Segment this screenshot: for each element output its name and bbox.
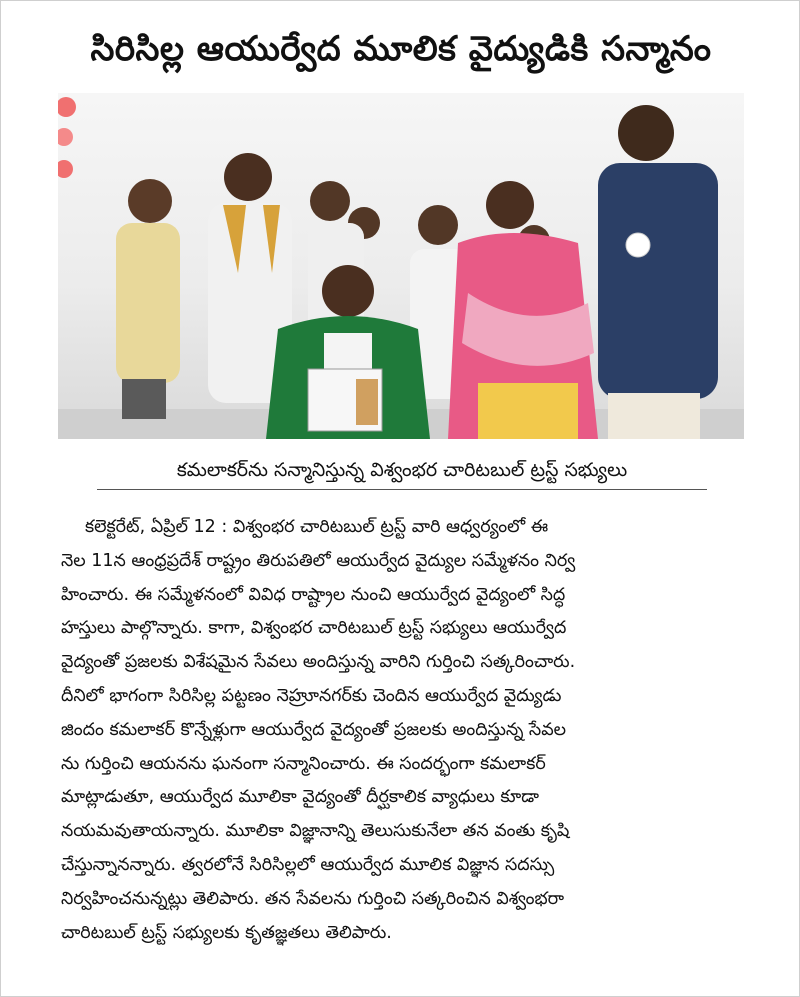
article-line: హస్తులు పాల్గొన్నారు. కాగా, విశ్వంభర చారిటబుల్ ట్రస్ట్ సభ్యులు ఆయుర్వేద [61, 618, 567, 639]
woman-pink-saree [448, 181, 598, 439]
balloon [58, 128, 73, 146]
article-line: నయమవుతాయన్నారు. మూలికా విజ్ఞానాన్ని తెలుసుకునేలా తన వంతు కృషి [61, 821, 570, 842]
article-body [61, 511, 741, 981]
balloon [58, 160, 73, 178]
person-left [116, 179, 180, 419]
photo-illustration [58, 93, 744, 439]
caption-underline [97, 489, 707, 490]
article-line: ను గుర్తించి ఆయనను ఘనంగా సన్మానించారు. ఈ సందర్భంగా కమలాకర్ [61, 753, 546, 774]
article-line: వైద్యంతో ప్రజలకు విశేషమైన సేవలు అందిస్తున్న వారిని గుర్తించి సత్కరించారు. [61, 652, 576, 673]
news-photo [58, 93, 744, 439]
article-line: చేస్తున్నానన్నారు. త్వరలోనే సిరిసిల్లలో ఆయుర్వేద మూలిక విజ్ఞాన సదస్సు [61, 854, 555, 875]
article-line: నిర్వహించనున్నట్లు తెలిపారు. తన సేవలను గుర్తించి సత్కరించిన విశ్వంభరా [61, 888, 564, 909]
article-line: జిందం కమలాకర్ కొన్నేళ్లుగా ఆయుర్వేద వైద్యంతో ప్రజలకు అందిస్తున్న సేవల [61, 719, 567, 740]
headline: సిరిసిల్ల ఆయుర్వేద మూలిక వైద్యుడికి సన్మానం [90, 29, 712, 69]
article-line: నెల 11న ఆంధ్రప్రదేశ్ రాష్ట్రం తిరుపతిలో ఆయుర్వేద వైద్యుల సమ్మేళనం నిర్వ [61, 550, 576, 571]
article-line: చారిటబుల్ ట్రస్ట్ సభ్యులకు కృతజ్ఞతలు తెలిపారు. [61, 922, 392, 943]
photo-caption: కమలాకర్‌ను సన్మానిస్తున్న విశ్వంభర చారిటబుల్ ట్రస్ట్ సభ్యులు [176, 459, 628, 481]
balloon [58, 97, 76, 117]
article-line: కలెక్టరేట్, ఏప్రిల్ 12 : విశ్వంభర చారిటబుల్ ట్రస్ట్ వారి ఆధ్వర్యంలో ఈ [85, 517, 549, 537]
article-line: మాట్లాడుతూ, ఆయుర్వేద మూలికా వైద్యంతో దీర్ఘకాలిక వ్యాధులు కూడా [61, 787, 540, 808]
article-line: హించారు. ఈ సమ్మేళనంలో వివిధ రాష్ట్రాల నుంచి ఆయుర్వేద వైద్యంలో సిద్ధ [61, 584, 566, 605]
person-navy-shirt [598, 105, 718, 439]
article-line: దీనిలో భాగంగా సిరిసిల్ల పట్టణం నెహ్రూనగర్‌కు చెందిన ఆయుర్వేద వైద్యుడు [61, 685, 562, 706]
